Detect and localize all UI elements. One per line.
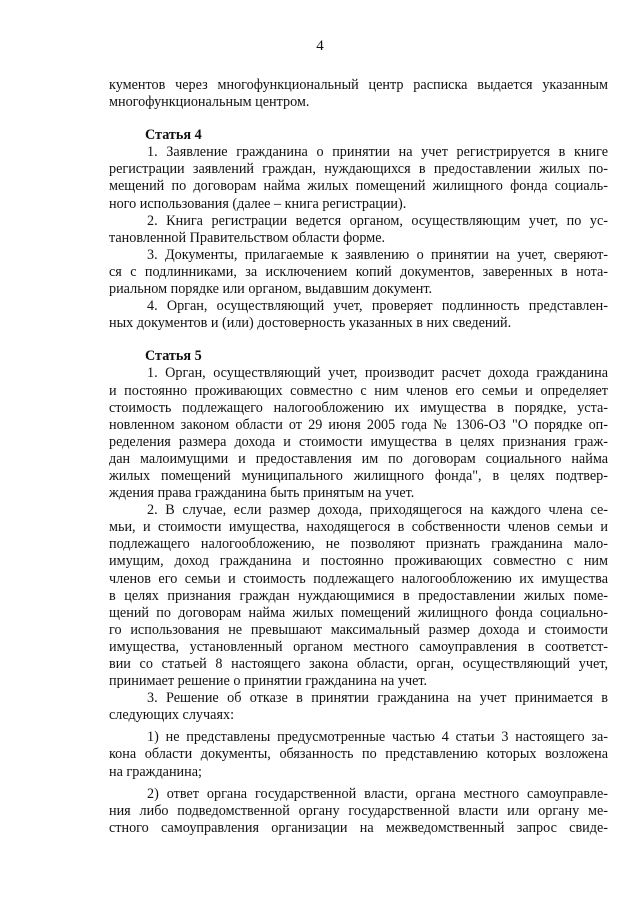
text-line: членов его семьи и стоимость подлежащего налогообложению их имущества: [109, 570, 608, 587]
text-line: принимает решение о принятии гражданина на учет.: [109, 673, 428, 690]
article-4-heading: Статья 4: [145, 127, 202, 144]
text-line: 2. В случае, если размер дохода, приходящегося на каждого члена се-: [147, 502, 608, 519]
text-line: 4. Орган, осуществляющий учет, проверяет подлинность представлен-: [147, 298, 608, 315]
text-line: ного использования (далее – книга регистрации).: [109, 195, 407, 212]
text-line: 3. Документы, прилагаемые к заявлению о принятии на учет, сверяют-: [147, 246, 608, 263]
text-line: кументов через многофункциональный центр расписка выдается указанным: [109, 77, 608, 93]
text-line: мьи, и стоимости имущества, находящегося в собственности членов семьи и: [109, 519, 608, 536]
text-line: регистрации заявлений граждан, нуждающихся в предоставлении жилых по-: [109, 161, 608, 178]
text-line: следующих случаях:: [109, 707, 235, 724]
text-line: ределения размера дохода и стоимости имущества в целях признания граж-: [109, 433, 608, 450]
text-line: в целях признания граждан нуждающимися в предоставлении жилых поме-: [109, 587, 608, 604]
text-line: подлежащего налогообложению, не позволяют признать гражданина мало-: [109, 536, 608, 553]
text-line: имущества, установленный органом местного самоуправления в соответст-: [109, 638, 608, 655]
text-line: и постоянно проживающих совместно с ним членов его семьи и определяет: [109, 382, 608, 399]
text-line: вии со статьей 8 настоящего закона области, орган, осуществляющий учет,: [109, 656, 608, 672]
text-line: ждения права гражданина быть принятым на учет.: [109, 485, 415, 502]
page-number: 4: [316, 38, 324, 54]
text-line: 2. Книга регистрации ведется органом, осуществляющим учет, по ус-: [147, 212, 608, 229]
document-body: [109, 77, 608, 837]
text-line: риальном порядке или органом, выдавшим документ.: [109, 281, 433, 298]
text-line: ния либо подведомственной органу государственной власти или органу ме-: [109, 802, 608, 819]
text-line: го использования не превышают максимальный размер дохода и стоимости: [109, 621, 608, 638]
text-line: ся с подлинниками, за исключением копий документов, заверенных в нота-: [109, 263, 608, 280]
text-line: 2) ответ органа государственной власти, органа местного самоуправле-: [147, 785, 608, 802]
text-line: многофункциональным центром.: [109, 94, 310, 111]
text-line: имущим, доход гражданина и постоянно проживающих совместно с ним: [109, 553, 608, 570]
text-line: мещений по договорам найма жилых помещений жилищного фонда социаль-: [109, 178, 608, 195]
text-line: дан малоимущими и предоставления им по договорам социального найма: [109, 450, 608, 467]
text-line: 1) не представлены предусмотренные частью 4 статьи 3 настоящего за-: [147, 729, 608, 746]
text-line: стоимость подлежащего налогообложению их имущества в порядке, уста-: [109, 399, 608, 416]
text-line: на гражданина;: [109, 763, 202, 780]
text-line: новленном законом области от 29 июня 2005 года № 1306-ОЗ "О порядке оп-: [109, 416, 608, 433]
text-line: кона области документы, обязанность по представлению которых возложена: [109, 746, 608, 763]
text-line: ных документов и (или) достоверность указанных в них сведений.: [109, 315, 512, 332]
text-line: стного самоуправления организации на межведомственный запрос свиде-: [109, 819, 608, 836]
text-line: 3. Решение об отказе в принятии гражданина на учет принимается в: [147, 690, 608, 707]
text-line: жилых помещений муниципального жилищного фонда", в целях подтвер-: [109, 467, 608, 484]
article-5-heading: Статья 5: [145, 348, 202, 365]
text-line: 1. Заявление гражданина о принятии на учет регистрируется в книге: [147, 144, 608, 161]
text-line: щений по договорам найма жилых помещений жилищного фонда социально-: [109, 604, 608, 621]
text-line: тановленной Правительством области форме.: [109, 229, 386, 246]
text-line: 1. Орган, осуществляющий учет, производит расчет дохода гражданина: [147, 365, 608, 382]
